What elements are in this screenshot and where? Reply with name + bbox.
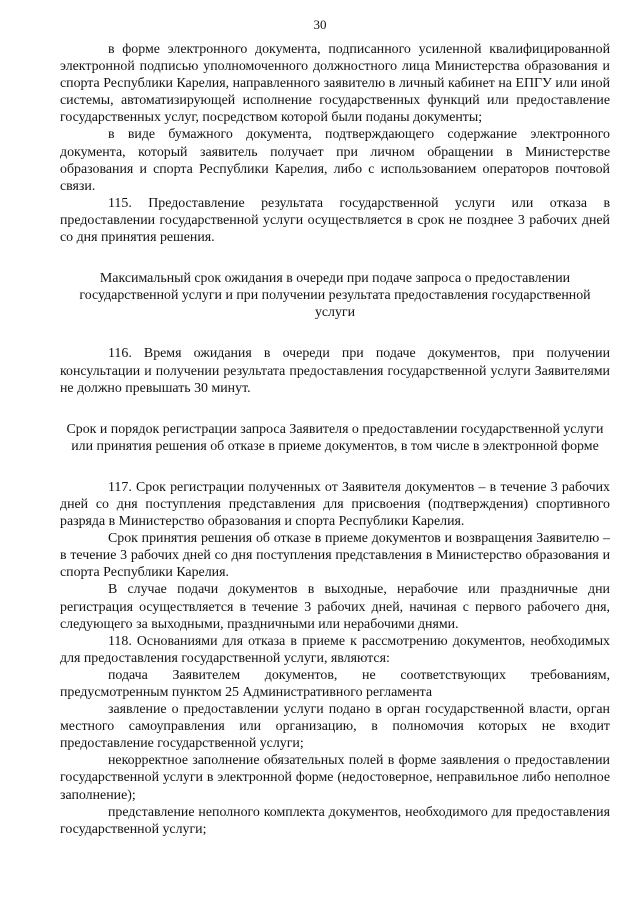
paragraph-incomplete-set: представление неполного комплекта документов, необходимого для предоставления государственной услуги; — [60, 804, 610, 837]
page-number: 30 — [313, 17, 327, 32]
paragraph-incorrect-form: некорректное заполнение обязательных полей в форме заявления о предоставлении государственной услуги в электронной форме (недостоверное, неправильное либо неполное заполнение); — [60, 753, 610, 803]
paragraph-116: 116. Время ожидания в очереди при подаче документов, при получении консультации и получении результата предоставления государственной услуги Заявителями не должно превышать 30 минут. — [60, 346, 610, 396]
paragraph-118: 118. Основаниями для отказа в приеме к рассмотрению документов, необходимых для предоставления государственной услуги, являются: — [60, 633, 610, 666]
paragraph-weekend-registration: В случае подачи документов в выходные, нерабочие или праздничные дни регистрация осуществляется в течение 3 рабочих дней, начиная с первого рабочего дня, следующего за выходными, праздничными или нерабочими днями. — [60, 582, 610, 632]
paragraph-electronic-document: в форме электронного документа, подписанного усиленной квалифицированной электронной подписью уполномоченного должностного лица Министерства образования и спорта Республики Карелия, направленного заявителю в личный кабинет на ЕПГУ или иной системы, автоматизирующей исполнение государственных функций или предоставление государственных услуг, посредством которой были поданы документы; — [60, 42, 610, 126]
paragraph-117: 117. Срок регистрации полученных от Заявителя документов – в течение 3 рабочих дней со дня поступления представления для присвоения (подтверждения) спортивного разряда в Министерство образования и спорта Республики Карелия. — [60, 479, 610, 530]
paragraph-wrong-authority: заявление о предоставлении услуги подано в орган государственной власти, орган местного самоуправления или организацию, в полномочия которых не входит предоставление государственной услуги; — [60, 702, 610, 752]
document-body — [60, 41, 610, 838]
paragraph-115: 115. Предоставление результата государственной услуги или отказа в предоставлении государственной услуги осуществляется в срок не позднее 3 рабочих дней со дня принятия решения. — [60, 195, 610, 246]
paragraph-nonconforming-documents: подача Заявителем документов, не соответствующих требованиям, предусмотренным пунктом 25 Административного регламента — [60, 667, 610, 700]
section-heading-queue-time: Максимальный срок ожидания в очереди при подаче запроса о предоставлении государственной услуги и при получении результата предоставления государственной услуги — [79, 271, 591, 321]
section-heading-registration: Срок и порядок регистрации запроса Заявителя о предоставлении государственной услуги или принятия решения об отказе в приеме документов, в том числе в электронной форме — [66, 421, 604, 454]
paragraph-refusal-term: Срок принятия решения об отказе в приеме документов и возвращения Заявителю – в течение 3 рабочих дней со дня поступления представления в Министерство образования и спорта Республики Карелия. — [60, 531, 610, 581]
paragraph-paper-document: в виде бумажного документа, подтверждающего содержание электронного документа, который заявитель получает при личном обращении в Министерстве образования и спорта Республики Карелия, либо с использованием операторов почтовой связи. — [60, 127, 610, 194]
